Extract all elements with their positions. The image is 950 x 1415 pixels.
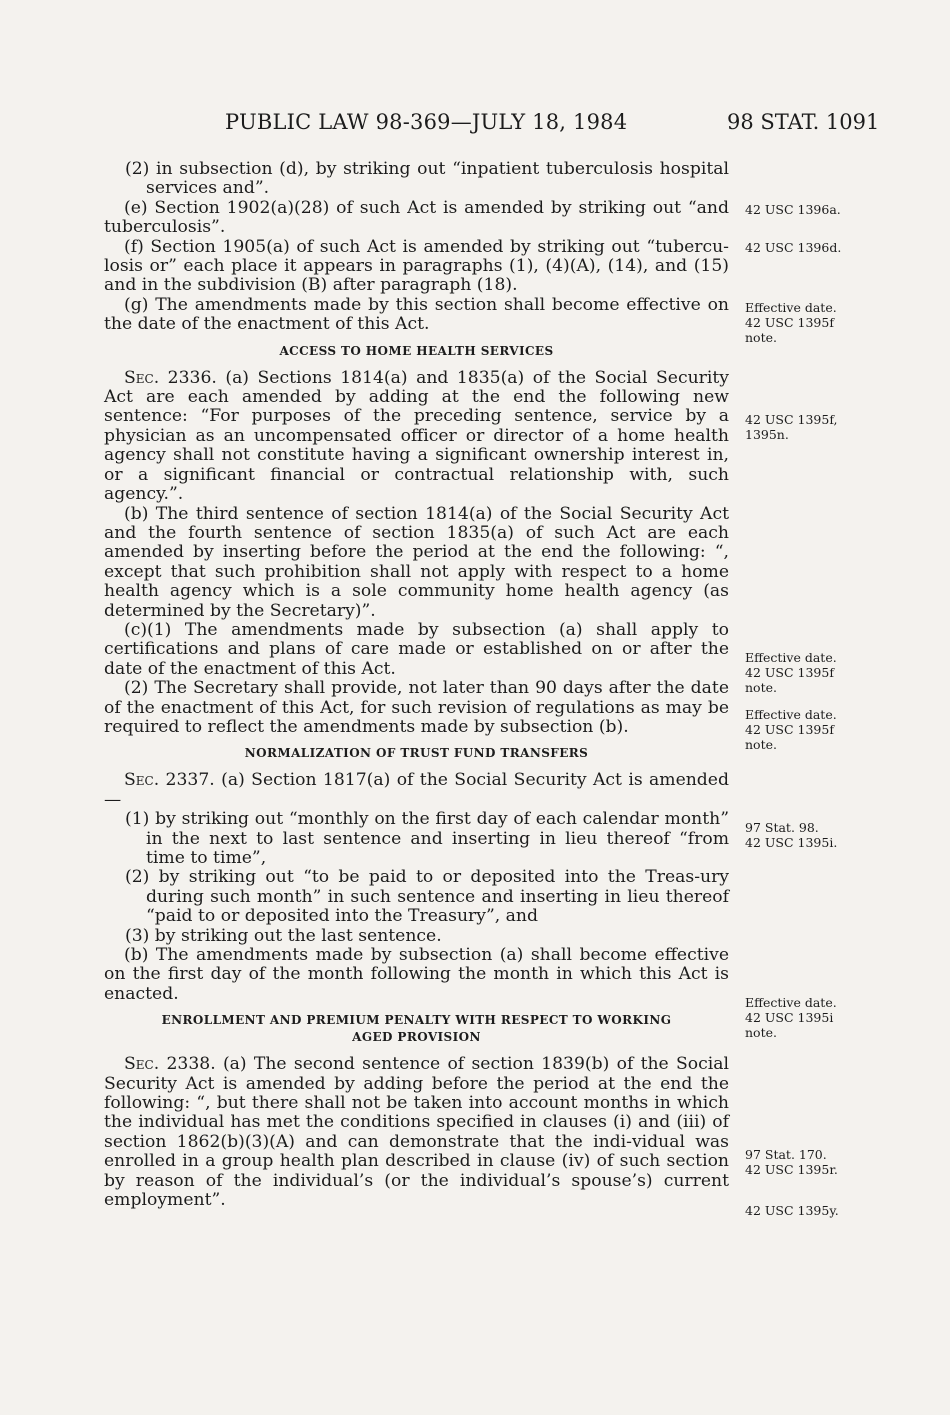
section-2336-c1: (c)(1) The amendments made by subsection (a) shall apply to certifications and plans of care made or established on or after the date of the enactment of this Act. [104, 619, 729, 679]
margin-note-line: note. [745, 680, 777, 695]
margin-note [745, 1203, 945, 1218]
section-label: Sec. 2338. [124, 1054, 216, 1075]
section-2336-a [104, 369, 729, 505]
margin-note-line: 42 USC 1395r. [745, 1162, 838, 1177]
paragraph-f: (f) Section 1905(a) of such Act is amended by striking out “tubercu-losis or” each place it appears in paragraphs (1), (4)(A), (14), and (15) and in the subdivision (B) after paragraph (18). [104, 236, 729, 296]
paragraph-g: (g) The amendments made by this section shall become effective on the date of the enactment of this Act. [104, 294, 729, 335]
margin-note [745, 202, 945, 217]
margin-note-line: Effective date. [745, 707, 837, 722]
margin-note-line: Effective date. [745, 300, 837, 315]
margin-note-line: 42 USC 1396a. [745, 202, 841, 217]
margin-note-line: 1395n. [745, 427, 789, 442]
section-heading-home-health: ACCESS TO HOME HEALTH SERVICES [279, 343, 554, 358]
margin-note [745, 707, 945, 752]
section-label: Sec. 2337. [124, 770, 215, 791]
list-item-3: (3) by striking out the last sentence. [125, 925, 442, 946]
paragraph-d2: (2) in subsection (d), by striking out “inpatient tuberculosis hospital services and”. [125, 159, 729, 199]
list-item-1: (1) by striking out “monthly on the first day of each calendar month” in the next to last sentence and inserting in lieu thereof “from time to time”, [125, 809, 729, 868]
margin-note-line: 42 USC 1395f, [745, 412, 838, 427]
margin-note-line: 42 USC 1395i. [745, 835, 838, 850]
section-2336-c2: (2) The Secretary shall provide, not later than 90 days after the date of the enactment of this Act, for such revision of regulations as may be required to reflect the amendments made by subsection (b). [104, 678, 729, 737]
heading-line-2: AGED PROVISION [352, 1030, 481, 1045]
list-item-2: (2) by striking out “to be paid to or deposited into the Treas-ury during such month” in such sentence and inserting in lieu thereof “paid to or deposited into the Treasury”, and [125, 867, 729, 927]
page-header [0, 110, 950, 140]
margin-note-line: 42 USC 1395f [745, 315, 834, 330]
margin-note-line: Effective date. [745, 650, 837, 665]
margin-note-line: 42 USC 1395i [745, 1010, 834, 1025]
margin-note [745, 820, 945, 850]
margin-note-line: note. [745, 330, 777, 345]
margin-note-line: note. [745, 1025, 777, 1040]
margin-note-line: 97 Stat. 98. [745, 820, 819, 835]
margin-note-line: 42 USC 1395f [745, 722, 834, 737]
section-heading-trust-fund: NORMALIZATION OF TRUST FUND TRANSFERS [244, 746, 589, 761]
section-2337-a [104, 771, 729, 810]
margin-note-line: 42 USC 1395y. [745, 1203, 839, 1218]
margin-note [745, 995, 945, 1040]
margin-note-line: note. [745, 737, 777, 752]
statute-page-number: 98 STAT. 1091 [727, 110, 880, 134]
heading-line-1: ENROLLMENT AND PREMIUM PENALTY WITH RESPECT TO WORKING [161, 1013, 672, 1028]
margin-note [745, 650, 945, 695]
section-2336-b: (b) The third sentence of section 1814(a) of the Social Security Act and the fourth sentence of section 1835(a) of such Act are each amended by inserting before the period at the end the following: “, except that such prohibition shall not apply with respect to a home health agency which is a sole community home health agency (as determined by the Secretary)”. [104, 503, 729, 621]
margin-note-line: 42 USC 1396d. [745, 240, 842, 255]
margin-note-line: Effective date. [745, 995, 837, 1010]
section-text: (a) The second sentence of section 1839(b) of the Social Security Act is amended by adding before the period at the end the following: “, but there shall not be taken into account months in which the individual has met the conditions specified in clauses (i) and (iii) of section 1862(b)(3)(A) and can demonstrate that the indi-vidual was enrolled in a group health plan described in clause (iv) of such section by reason of the individual’s (or the individual’s spouse’s) current employment”. [104, 1054, 729, 1211]
page-title: PUBLIC LAW 98-369—JULY 18, 1984 [225, 110, 628, 134]
main-text-column [104, 160, 729, 1211]
section-heading-enrollment [104, 1012, 729, 1046]
margin-note [745, 240, 945, 255]
margin-note [745, 412, 945, 442]
section-text: (a) Section 1817(a) of the Social Security Act is amended— [104, 770, 729, 810]
section-2337-b: (b) The amendments made by subsection (a) shall become effective on the first day of the month following the month in which this Act is enacted. [104, 945, 729, 1004]
section-label: Sec. 2336. [124, 367, 217, 388]
margin-note [745, 1147, 945, 1177]
margin-note-line: 42 USC 1395f [745, 665, 834, 680]
paragraph-e: (e) Section 1902(a)(28) of such Act is amended by striking out “and tuberculosis”. [104, 197, 729, 238]
section-2338-a [104, 1055, 729, 1210]
margin-note [745, 300, 945, 345]
section-text: (a) Sections 1814(a) and 1835(a) of the Social Security Act are each amended by adding at the end the following new sentence: “For purposes of the preceding sentence, service by a physician as an uncompensated officer or director of a home health agency shall not constitute having a significant ownership interest in, or a significant financial or contractual relationship with, such agency.”. [104, 367, 729, 505]
margin-note-line: 97 Stat. 170. [745, 1147, 827, 1162]
